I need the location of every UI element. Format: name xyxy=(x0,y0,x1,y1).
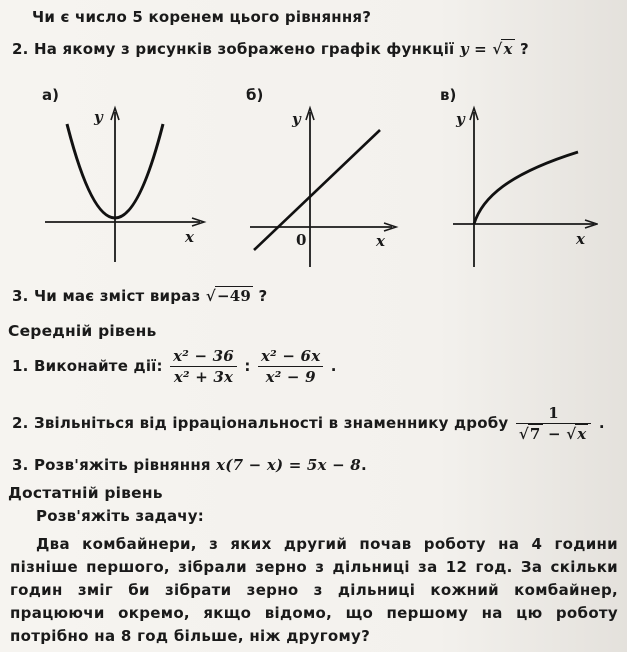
question-text: Чи має зміст вираз xyxy=(33,287,201,305)
fraction-1-denominator: x² + 3x xyxy=(173,368,234,386)
formula-left: y = xyxy=(459,40,487,58)
fraction-1 xyxy=(170,347,237,386)
x-axis-label: x xyxy=(376,232,385,250)
fraction-denominator: √7 − √x xyxy=(518,425,587,443)
graph-label-b: б) xyxy=(246,86,264,104)
radicand: −49 xyxy=(216,287,251,305)
irrational-fraction xyxy=(516,404,592,443)
question-mark: ? xyxy=(520,40,529,58)
origin-label: 0 xyxy=(296,231,307,249)
question-mark: ? xyxy=(258,287,268,305)
root-x: x xyxy=(577,425,587,443)
function-formula: y = √x xyxy=(459,40,513,58)
task-m2 xyxy=(12,404,605,443)
y-axis-label: y xyxy=(94,108,103,126)
sqrt-expression: √−49 xyxy=(205,287,251,305)
task-number: 2. xyxy=(12,414,29,432)
graph-a-parabola xyxy=(40,102,210,270)
task-number: 3. xyxy=(12,456,29,474)
fraction-2-numerator: x² − 6x xyxy=(258,347,323,367)
division-sign: : xyxy=(244,357,251,375)
task-title: Розв'яжіть задачу: xyxy=(36,507,204,525)
fraction-1-numerator: x² − 36 xyxy=(170,347,237,367)
formula-radicand: x xyxy=(503,40,513,58)
fraction-numerator: 1 xyxy=(516,404,592,424)
linear-graph xyxy=(254,130,380,250)
graph-label-a: а) xyxy=(42,86,59,104)
equation: x(7 − x) = 5x − 8 xyxy=(216,456,361,474)
task-text: Розв'яжіть рівняння xyxy=(33,456,211,474)
fraction-2 xyxy=(258,347,323,386)
graph-b-line xyxy=(240,102,400,272)
word-problem-text: Два комбайнери, з яких другий почав роботу на 4 години пізніше першого, зібрали зерно з дільниці за 12 год. За скільки годин зміг би зібрати зерно з дільниці кожний комбайнер, працюючи окремо, якщо відомо, що першому на цю роботу потрібно на 8 год більше, ніж другому? xyxy=(10,535,618,645)
y-axis-label: y xyxy=(292,110,301,128)
sqrt-curve xyxy=(474,152,578,224)
period: . xyxy=(330,357,337,375)
x-axis-label: x xyxy=(576,230,585,248)
section-heading-medium: Середній рівень xyxy=(8,322,157,340)
question-number: 2. xyxy=(12,40,29,58)
period: . xyxy=(598,414,605,432)
graph-c-sqrt xyxy=(448,102,598,272)
task-text: Звільніться від ірраціональності в знаменнику дробу xyxy=(33,414,509,432)
question-2 xyxy=(12,40,529,58)
period: . xyxy=(360,456,367,474)
question-continued: Чи є число 5 коренем цього рівняння? xyxy=(32,8,372,26)
task-m1 xyxy=(12,347,337,386)
y-axis-label: y xyxy=(456,110,465,128)
question-number: 3. xyxy=(12,287,29,305)
question-text: На якому з рисунків зображено графік функції xyxy=(33,40,455,58)
minus-sign: − xyxy=(547,425,561,443)
task-text: Виконайте дії: xyxy=(33,357,163,375)
graph-label-c: в) xyxy=(440,86,457,104)
x-axis-label: x xyxy=(185,228,194,246)
fraction-2-denominator: x² − 9 xyxy=(265,368,316,386)
section-heading-sufficient: Достатній рівень xyxy=(8,484,163,502)
task-m3 xyxy=(12,456,367,474)
question-3 xyxy=(12,287,267,305)
task-number: 1. xyxy=(12,357,29,375)
root-7: 7 xyxy=(529,425,541,443)
